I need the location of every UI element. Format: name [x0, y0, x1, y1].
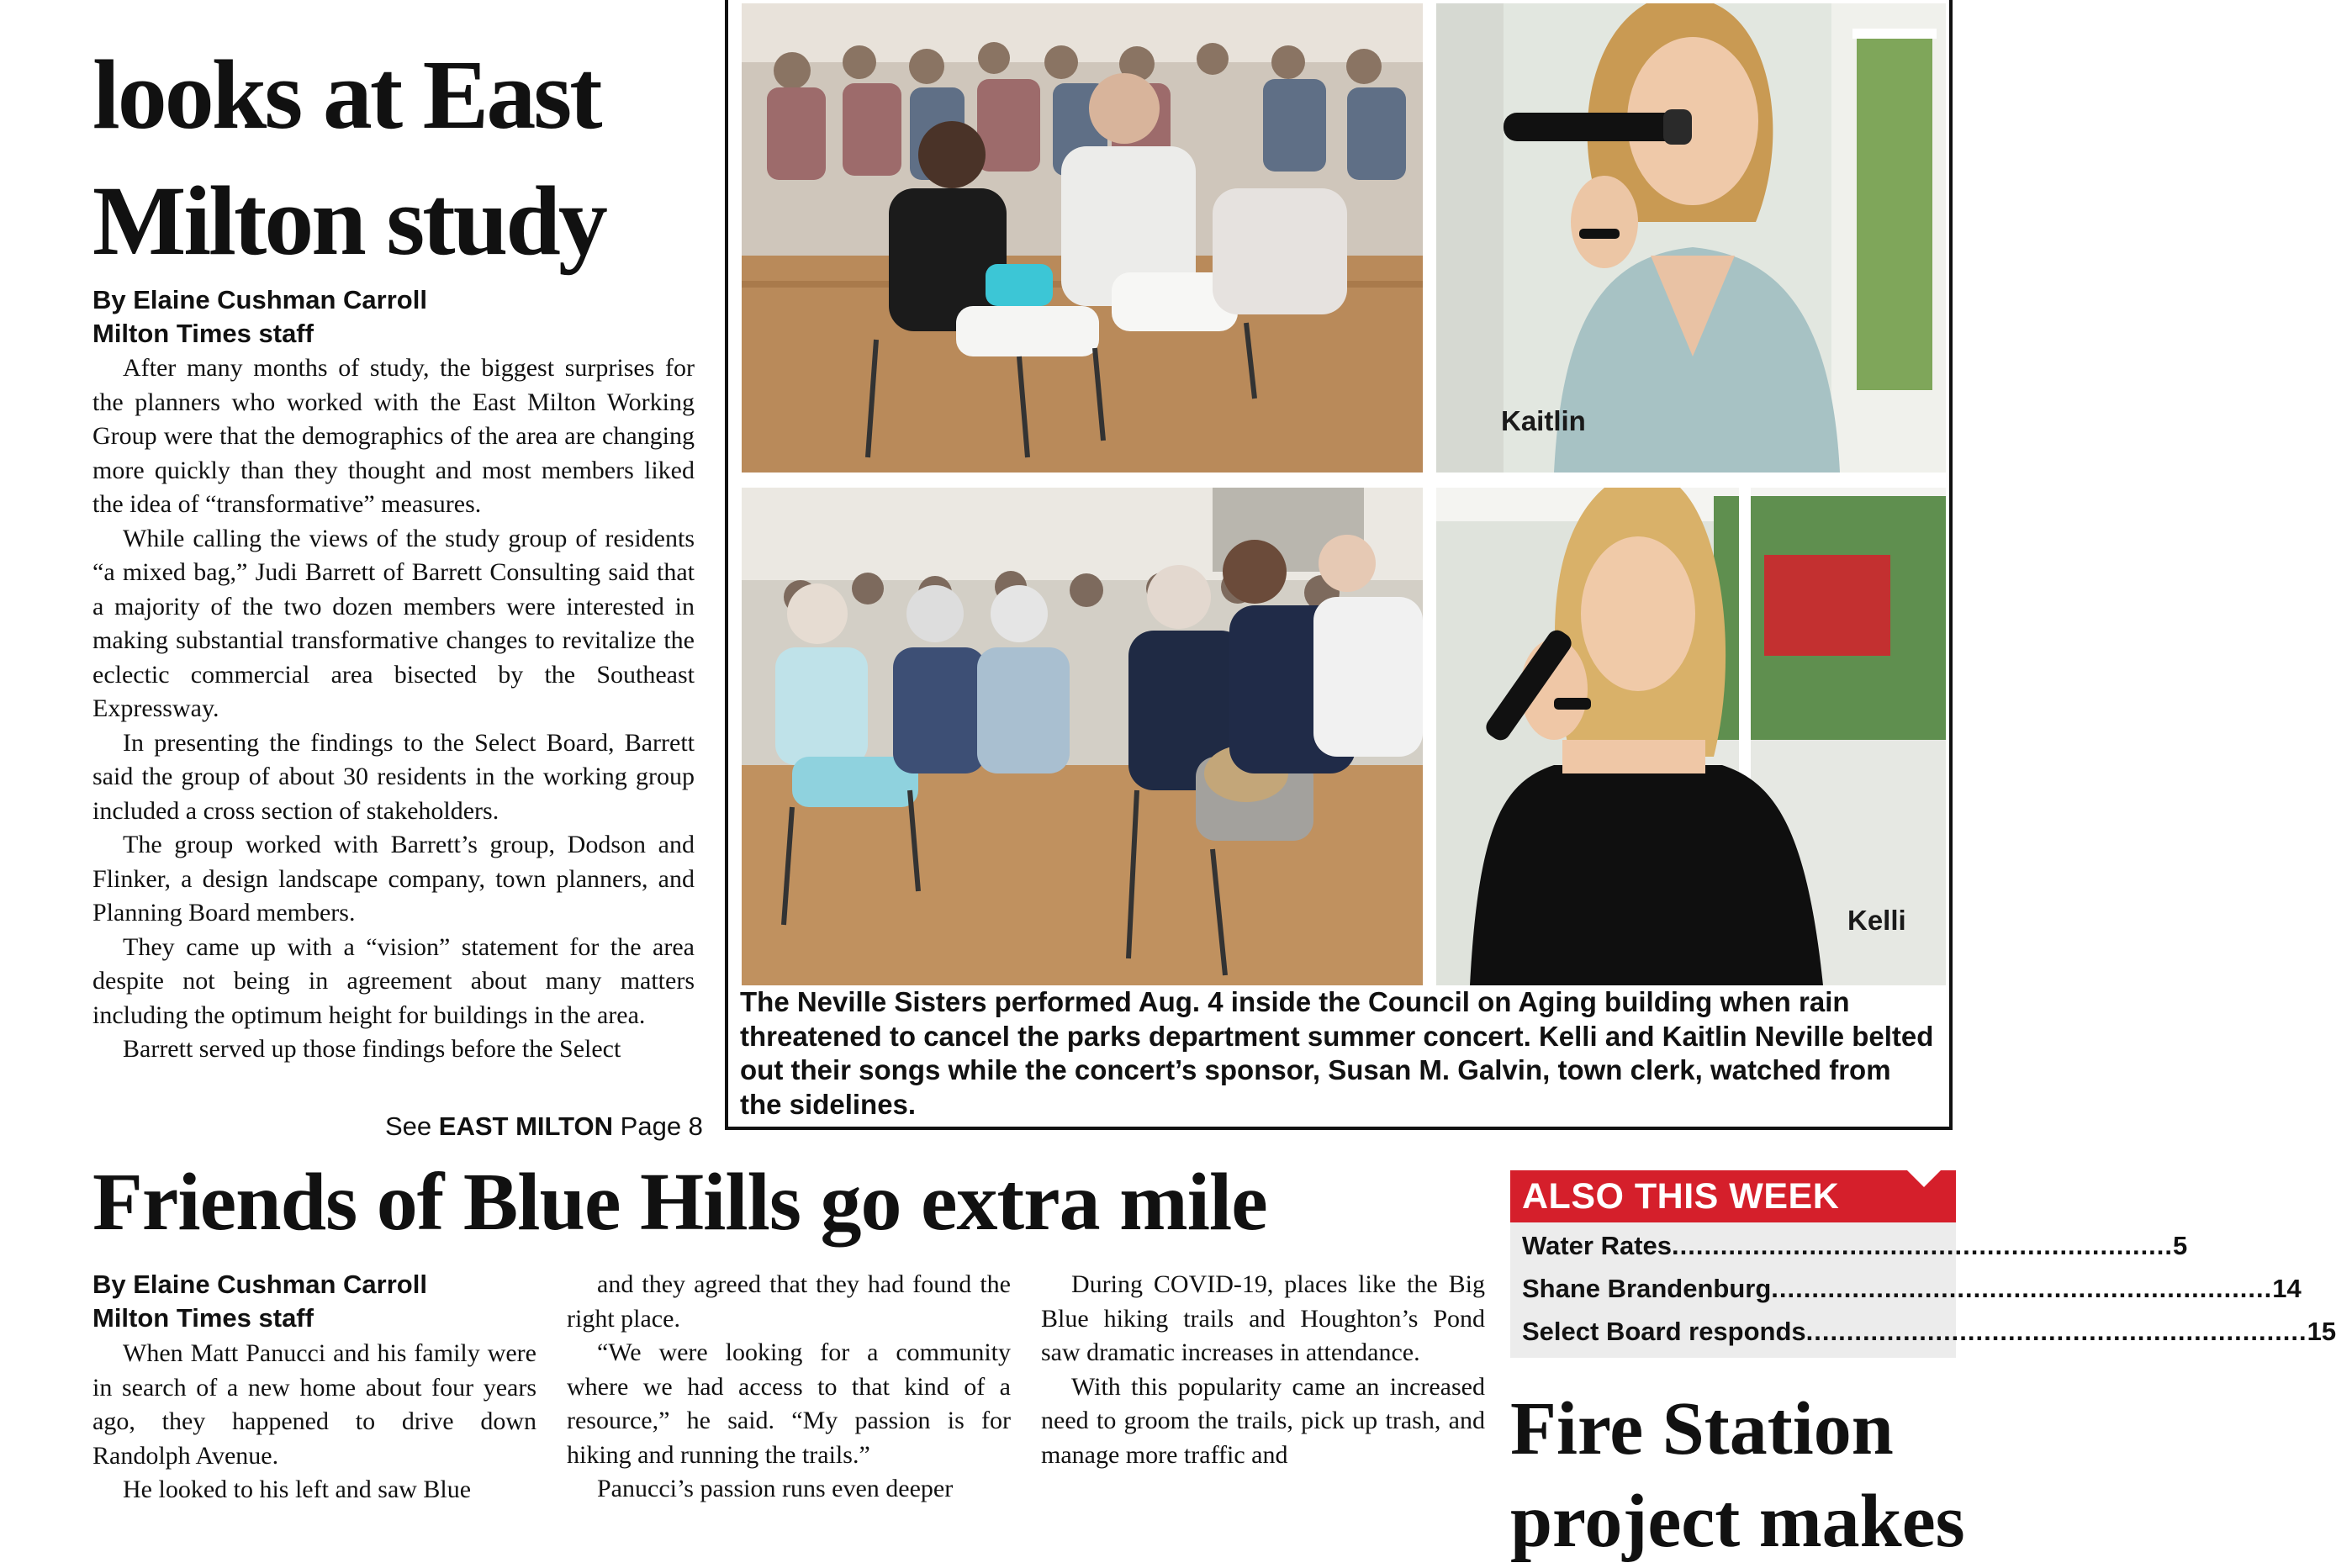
story2-paragraph: and they agreed that they had found the right place. — [567, 1270, 1011, 1333]
story1-paragraph: While calling the views of the study group of residents “a mixed bag,” Judi Barrett of Barrett Consulting said that a majority of the two dozen members were interested in making substantial transformative changes to revitalize the eclectic commercial area bisected by the Southeast Expressway. — [92, 524, 695, 722]
story3-headline — [1510, 1383, 1981, 1568]
also-item-label: Water Rates — [1522, 1231, 1673, 1260]
dot-leader: .............................................................. — [1805, 1317, 2307, 1346]
story2-column-3 — [1041, 1268, 1485, 1472]
photo-audience-top — [742, 3, 1423, 473]
story1-jump-line[interactable] — [385, 1111, 703, 1142]
photo-audience-bottom — [742, 488, 1423, 985]
story3-headline-line1: Fire Station — [1510, 1387, 1894, 1470]
story2-paragraph: With this popularity came an increased need to groom the trails, pick up trash, and manage more traffic and — [1041, 1372, 1485, 1469]
jump-page: Page 8 — [620, 1111, 703, 1141]
dot-leader: .............................................................. — [1771, 1274, 2273, 1303]
story1-byline-org: Milton Times staff — [92, 319, 314, 348]
story1-byline — [92, 283, 427, 351]
also-item-shane-brandenburg[interactable] — [1522, 1272, 2302, 1306]
photo-caption: The Neville Sisters performed Aug. 4 inside the Council on Aging building when rain threatened to cancel the parks department summer concert. Kelli and Kaitlin Neville belted out their songs while the concert’s sponsor, Susan M. Galvin, town clerk, watched from the sidelines. — [740, 986, 1934, 1120]
also-this-week-title: ALSO THIS WEEK — [1522, 1176, 1840, 1217]
story2-byline-org: Milton Times staff — [92, 1303, 314, 1333]
story1-paragraph: After many months of study, the biggest surprises for the planners who worked with the East Milton Working Group were that the demographics of the area are changing more quickly than they thought and most members liked the idea of “transformative” measures. — [92, 354, 695, 518]
story2-column-1 — [92, 1337, 536, 1507]
also-item-select-board-responds[interactable] — [1522, 1315, 2336, 1349]
story1-headline-line1: looks at East — [92, 40, 600, 150]
story2-headline: Friends of Blue Hills go extra mile — [92, 1157, 1267, 1248]
also-this-week-header — [1510, 1170, 1956, 1222]
also-this-week-box — [1510, 1170, 2336, 1358]
also-item-page: 14 — [2272, 1274, 2302, 1303]
also-item-page: 5 — [2173, 1231, 2188, 1260]
story1-headline — [92, 32, 698, 284]
story2-paragraph: “We were looking for a community where we had access to that kind of a resource,” he said. “My passion is for hiking and running the trails.” — [567, 1338, 1011, 1469]
story1-headline-line2: Milton study — [92, 166, 605, 276]
jump-keyword: EAST MILTON — [438, 1111, 614, 1141]
story1-paragraph: Barrett served up those findings before the Select — [123, 1035, 621, 1063]
story2-paragraph: During COVID-19, places like the Big Blue hiking trails and Houghton’s Pond saw dramatic increases in attendance. — [1041, 1270, 1485, 1366]
story1-byline-author: By Elaine Cushman Carroll — [92, 285, 427, 314]
photo-label-kaitlin: Kaitlin — [1501, 405, 1586, 436]
story2-column-2 — [567, 1268, 1011, 1507]
story2-byline — [92, 1268, 427, 1335]
story2-byline-author: By Elaine Cushman Carroll — [92, 1270, 427, 1299]
story2-paragraph: Panucci’s passion runs even deeper — [597, 1475, 954, 1502]
header-notch-icon — [1907, 1170, 1941, 1187]
story1-body — [92, 351, 695, 1067]
photo-kaitlin — [1436, 3, 1946, 473]
also-item-water-rates[interactable] — [1522, 1229, 2188, 1263]
story2-paragraph: He looked to his left and saw Blue — [123, 1476, 472, 1503]
story1-paragraph: They came up with a “vision” statement for the area despite not being in agreement about many matters including the optimum height for buildings in the area. — [92, 932, 695, 1029]
also-item-page: 15 — [2307, 1317, 2336, 1346]
photo-label-kelli: Kelli — [1847, 905, 1906, 936]
dot-leader: .............................................................. — [1672, 1231, 2174, 1260]
jump-see: See — [385, 1111, 432, 1141]
story1-paragraph: In presenting the findings to the Select Board, Barrett said the group of about 30 residents in the working group included a cross section of stakeholders. — [92, 728, 695, 825]
also-item-label: Shane Brandenburg — [1522, 1274, 1772, 1303]
story3-headline-line2: project makes — [1510, 1480, 1965, 1563]
also-item-label: Select Board responds — [1522, 1317, 1806, 1346]
story1-paragraph: The group worked with Barrett’s group, Dodson and Flinker, a design landscape company, town planners, and Planning Board members. — [92, 831, 695, 927]
story2-paragraph: When Matt Panucci and his family were in search of a new home about four years ago, they happened to drive down Randolph Avenue. — [92, 1339, 536, 1470]
